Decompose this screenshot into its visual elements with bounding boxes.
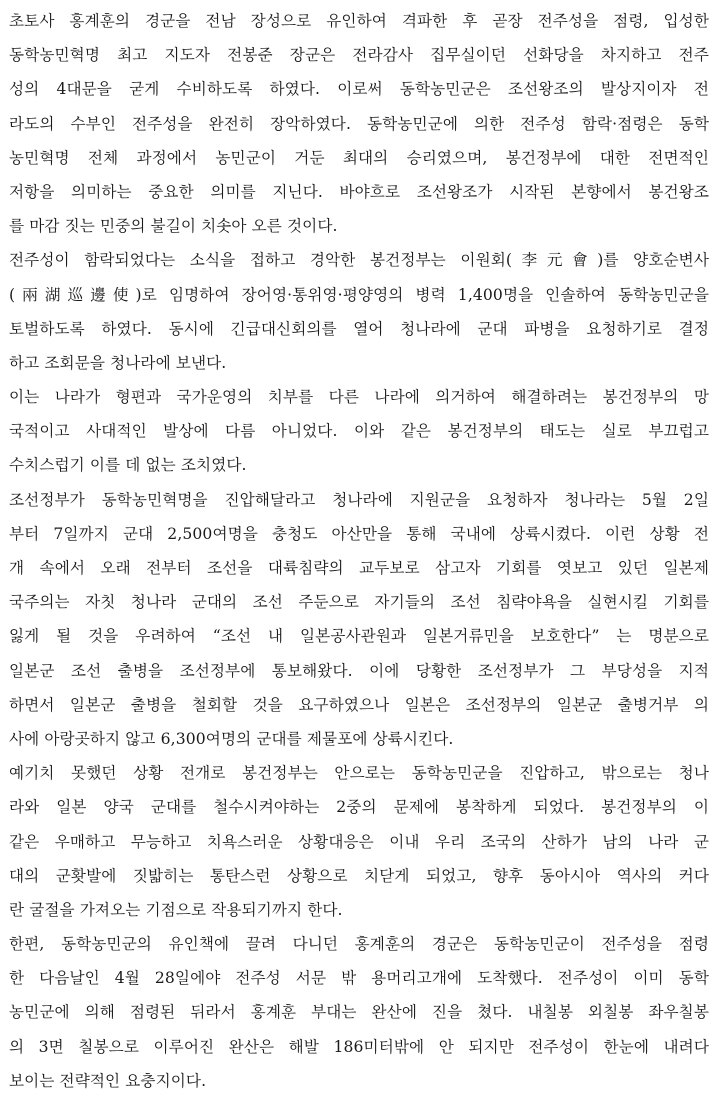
- text-line: 농민군에 의해 점령된 뒤라서 홍계훈 부대는 완산에 진을 쳤다. 내칠봉 외칠봉 좌우칠봉: [9, 1003, 709, 1022]
- text-line: 토벌하도록 하였다. 동시에 긴급대신회의를 열어 청나라에 군대 파병을 요청하기로 결정: [9, 319, 709, 338]
- text-line: 를 마감 짓는 민중의 불길이 치솟아 오른 것이다.: [9, 217, 338, 236]
- text-line: 이는 나라가 형편과 국가운영의 치부를 다른 나라에 의거하여 해결하려는 봉건정부의 망: [9, 388, 709, 407]
- text-line: 수치스럽기 이를 데 없는 조치였다.: [9, 456, 247, 475]
- text-line: 부터 7일까지 군대 2,500여명을 충청도 아산만을 통해 국내에 상륙시켰다. 이런 상황 전: [9, 524, 709, 543]
- text-line: (兩湖巡邊使)로 임명하여 장어영·통위영·평양영의 병력 1,400명을 인솔하여 동학농민군을: [9, 285, 709, 304]
- text-line: 하고 조회문을 청나라에 보낸다.: [9, 353, 227, 372]
- text-line: 동학농민혁명 최고 지도자 전봉준 장군은 전라감사 집무실이던 선화당을 차지하고 전주: [9, 46, 709, 65]
- text-line: 같은 우매하고 무능하고 치욕스러운 상황대응은 이내 우리 조국의 산하가 남의 나라 군: [9, 832, 709, 851]
- text-line: 보이는 전략적인 요충지이다.: [9, 1071, 207, 1090]
- text-line: 농민혁명 전체 과정에서 농민군이 거둔 최대의 승리였으며, 봉건정부에 대한 전면적인: [9, 148, 709, 167]
- paragraph: [9, 927, 709, 1098]
- text-line: 조선정부가 동학농민혁명을 진압해달라고 청나라에 지원군을 요청하자 청나라는 5월 2일: [9, 490, 709, 509]
- paragraph: [9, 483, 709, 757]
- text-line: 사에 아랑곳하지 않고 6,300여명의 군대를 제물포에 상륙시킨다.: [9, 729, 454, 748]
- text-line: 의 3면 칠봉으로 이루어진 완산은 해발 186미터밖에 안 되지만 전주성이 한눈에 내려다: [9, 1037, 709, 1056]
- text-line: 대의 군홧발에 짓밟히는 통탄스런 상황으로 치닫게 되었고, 향후 동아시아 역사의 커다: [9, 866, 709, 885]
- text-line: 한편, 동학농민군의 유인책에 끌려 다니던 홍계훈의 경군은 동학농민군이 전주성을 점령: [9, 935, 709, 954]
- text-line: 국주의는 자칫 청나라 군대의 조선 주둔으로 자기들의 조선 침략야욕을 실현시킬 기회를: [9, 593, 709, 612]
- text-line: 개 속에서 오래 전부터 조선을 대륙침략의 교두보로 삼고자 기회를 엿보고 있던 일본제: [9, 559, 709, 577]
- text-line: 저항을 의미하는 중요한 의미를 지닌다. 바야흐로 조선왕조가 시작된 본향에서 봉건왕조: [9, 182, 709, 201]
- text-line: 한 다음날인 4월 28일에야 전주성 서문 밖 용머리고개에 도착했다. 전주성이 이미 동학: [9, 969, 709, 988]
- paragraph: [9, 380, 709, 483]
- text-line: 하면서 일본군 출병을 철회할 것을 요구하였으나 일본은 조선정부의 일본군 출병거부 의: [9, 695, 709, 714]
- text-line: 국적이고 사대적인 발상에 다름 아니었다. 이와 같은 봉건정부의 태도는 실로 부끄럽고: [9, 422, 709, 441]
- text-line: 라도의 수부인 전주성을 완전히 장악하였다. 동학농민군에 의한 전주성 함락·점령은 동학: [9, 114, 709, 133]
- text-line: 전주성이 함락되었다는 소식을 접하고 경악한 봉건정부는 이원회(李元會)를 양호순변사: [9, 251, 709, 270]
- paragraph: [9, 4, 709, 243]
- document-page: [9, 4, 709, 1098]
- paragraph: [9, 756, 709, 927]
- text-line: 초토사 홍계훈의 경군을 전남 장성으로 유인하여 격파한 후 곧장 전주성을 점령, 입성한: [9, 12, 709, 30]
- paragraph: [9, 243, 709, 380]
- text-line: 잃게 될 것을 우려하여 “조선 내 일본공사관원과 일본거류민을 보호한다” 는 명분으로: [9, 627, 709, 646]
- text-line: 예기치 못했던 상황 전개로 봉건정부는 안으로는 동학농민군을 진압하고, 밖으로는 청나: [9, 764, 709, 783]
- text-line: 성의 4대문을 굳게 수비하도록 하였다. 이로써 동학농민군은 조선왕조의 발상지이자 전: [9, 80, 709, 99]
- text-line: 란 굴절을 가져오는 기점으로 작용되기까지 한다.: [9, 900, 343, 919]
- text-line: 라와 일본 양국 군대를 철수시켜야하는 2중의 문제에 봉착하게 되었다. 봉건정부의 이: [9, 798, 709, 817]
- text-line: 일본군 조선 출병을 조선정부에 통보해왔다. 이에 당황한 조선정부가 그 부당성을 지적: [9, 661, 709, 680]
